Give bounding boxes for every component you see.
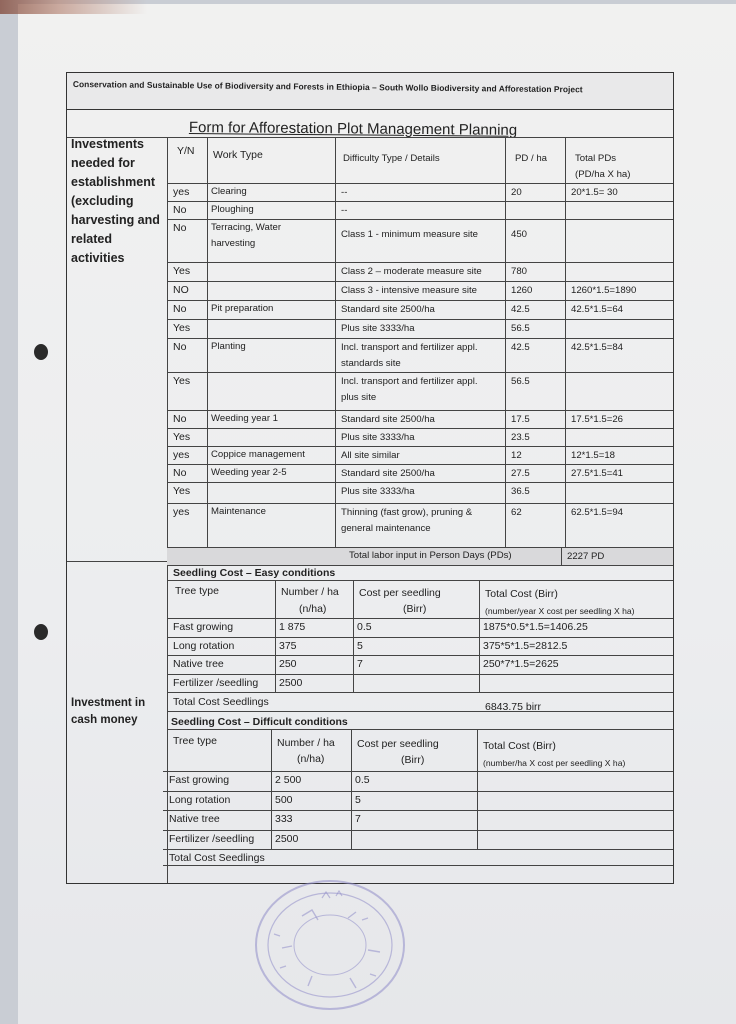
easy-total-label: Total Cost Seedlings <box>173 696 269 708</box>
row-difficulty: Incl. transport and fertilizer appl. <box>341 376 478 387</box>
seedling-number: 333 <box>275 813 293 825</box>
row-yn: No <box>173 303 187 315</box>
easy-seedling-title: Seedling Cost – Easy conditions <box>173 567 336 579</box>
difficult-col-divider-3 <box>477 729 478 849</box>
row-pd-ha: 62 <box>511 507 522 518</box>
header-total-pds-sub: (PD/ha X ha) <box>575 169 631 180</box>
row-difficulty: Class 3 - intensive measure site <box>341 285 477 296</box>
row-pd-ha: 36.5 <box>511 486 530 497</box>
row-difficulty: Standard site 2500/ha <box>341 414 435 425</box>
col-yn-divider <box>207 137 208 547</box>
labor-row-rule <box>167 262 673 263</box>
header-pd-ha: PD / ha <box>515 153 547 164</box>
easy-col-total: Total Cost (Birr) <box>485 588 558 600</box>
row-pd-ha: 42.5 <box>511 304 530 315</box>
labor-value-divider <box>561 547 562 565</box>
row-yn: Yes <box>173 431 191 443</box>
seedling-number: 375 <box>279 639 297 652</box>
official-stamp-icon <box>252 876 408 1014</box>
seedling-cost: 5 <box>355 793 361 806</box>
row-difficulty: Plus site 3333/ha <box>341 432 415 443</box>
row-total-pds: 20*1.5= 30 <box>571 187 618 198</box>
difficult-seedling-title: Seedling Cost – Difficult conditions <box>171 716 348 728</box>
row-yn: Yes <box>173 375 191 387</box>
labor-row-rule <box>167 464 673 465</box>
row-pd-ha: 56.5 <box>511 323 530 334</box>
row-total-pds: 27.5*1.5=41 <box>571 468 624 479</box>
row-work-type: Clearing <box>211 186 247 197</box>
row-work-type-cont: harvesting <box>211 238 256 249</box>
row-difficulty: -- <box>341 205 348 216</box>
row-total-pds: 42.5*1.5=64 <box>571 304 624 315</box>
difficult-title-rule <box>167 729 673 730</box>
total-labor-value: 2227 PD <box>567 551 605 562</box>
labor-row-rule <box>167 281 673 282</box>
col-work-divider <box>335 137 336 547</box>
row-difficulty: Class 1 - minimum measure site <box>341 229 479 240</box>
row-difficulty: All site similar <box>341 450 400 461</box>
row-yn: No <box>173 467 187 479</box>
row-difficulty: Standard site 2500/ha <box>341 468 435 479</box>
row-difficulty: Standard site 2500/ha <box>341 304 435 315</box>
row-yn: Yes <box>173 485 191 497</box>
seedling-number: 500 <box>275 793 293 806</box>
easy-col-number-sub: (n/ha) <box>299 603 327 615</box>
difficult-col-number: Number / ha <box>277 737 335 749</box>
row-total-pds: 42.5*1.5=84 <box>571 342 624 353</box>
row-difficulty: Incl. transport and fertilizer appl. <box>341 342 478 353</box>
row-yn: yes <box>173 186 190 198</box>
difficult-total-label: Total Cost Seedlings <box>169 852 265 864</box>
header-work-type: Work Type <box>213 149 263 161</box>
difficult-total-bottom <box>163 865 673 866</box>
row-yn: No <box>173 413 187 425</box>
row-difficulty-cont: standards site <box>341 358 401 369</box>
labor-row-rule <box>167 482 673 483</box>
row-yn: Yes <box>173 265 191 277</box>
row-work-type: Weeding year 1 <box>211 413 279 424</box>
section-divider <box>67 561 167 562</box>
easy-col-tree: Tree type <box>175 585 219 597</box>
section-cash-label: Investment in cash money <box>71 697 146 726</box>
seedling-tree-type: Fast growing <box>173 621 234 633</box>
seedling-row-rule <box>163 771 673 772</box>
row-pd-ha: 450 <box>511 229 528 240</box>
easy-col-total-sub: (number/year X cost per seedling X ha) <box>485 606 635 616</box>
afforestation-form <box>66 72 674 884</box>
labor-row-rule <box>167 410 673 411</box>
row-pd-ha: 12 <box>511 450 522 461</box>
seedling-row-rule <box>167 655 673 656</box>
row-work-type: Pit preparation <box>211 303 274 314</box>
row-work-type: Terracing, Water <box>211 222 282 233</box>
seedling-number: 2 500 <box>275 774 302 786</box>
total-labor-label: Total labor input in Person Days (PDs) <box>349 550 512 561</box>
row-total-pds: 17.5*1.5=26 <box>571 414 624 425</box>
seedling-cost: 0.5 <box>357 621 372 633</box>
punch-hole-bottom <box>34 624 48 640</box>
difficult-col-divider-1 <box>271 729 272 849</box>
row-pd-ha: 27.5 <box>511 468 530 479</box>
row-pd-ha: 17.5 <box>511 414 530 425</box>
seedling-number: 250 <box>279 658 297 670</box>
row-yn: NO <box>173 284 189 296</box>
seedling-row-rule <box>167 618 673 619</box>
row-pd-ha: 780 <box>511 266 528 277</box>
row-yn: No <box>173 222 187 234</box>
row-yn: yes <box>173 449 190 461</box>
labor-row-rule <box>167 338 673 339</box>
labor-row-rule <box>167 219 673 220</box>
form-header <box>67 73 673 110</box>
labor-band-bottom <box>167 565 673 566</box>
col-diff-divider <box>505 137 506 547</box>
seedling-cost: 5 <box>357 639 363 652</box>
labor-row-rule <box>167 503 673 504</box>
seedling-tree-type: Long rotation <box>173 639 235 652</box>
easy-title-rule <box>167 580 673 581</box>
row-pd-ha: 23.5 <box>511 432 530 443</box>
seedling-number: 2500 <box>279 676 303 689</box>
row-difficulty: -- <box>341 187 348 198</box>
easy-col-number: Number / ha <box>281 586 339 598</box>
labor-row-rule <box>167 183 673 184</box>
row-yn: Yes <box>173 322 191 334</box>
seedling-tree-type: Long rotation <box>169 793 231 806</box>
seedling-total: 375*5*1.5=2812.5 <box>483 639 568 652</box>
row-difficulty: Plus site 3333/ha <box>341 486 415 497</box>
seedling-total: 250*7*1.5=2625 <box>483 658 559 670</box>
row-work-type: Coppice management <box>211 449 305 460</box>
easy-total-bottom <box>167 711 673 712</box>
seedling-cost: 7 <box>355 813 361 825</box>
seedling-cost: 0.5 <box>355 774 370 786</box>
labor-row-rule <box>167 372 673 373</box>
labor-row-rule <box>167 319 673 320</box>
seedling-number: 1 875 <box>279 621 306 633</box>
row-yn: No <box>173 204 187 216</box>
seedling-tree-type: Native tree <box>173 658 224 670</box>
row-difficulty-cont: general maintenance <box>341 523 431 534</box>
seedling-row-rule <box>163 830 673 831</box>
row-work-type: Ploughing <box>211 204 254 215</box>
labor-row-rule <box>167 446 673 447</box>
seedling-tree-type: Fertilizer /seedling <box>169 832 255 845</box>
row-pd-ha: 42.5 <box>511 342 530 353</box>
difficult-col-total: Total Cost (Birr) <box>483 740 556 752</box>
row-difficulty: Plus site 3333/ha <box>341 323 415 334</box>
difficult-total-rule <box>163 849 673 850</box>
punch-hole-top <box>34 344 48 360</box>
seedling-row-rule <box>167 674 673 675</box>
seedling-row-rule <box>167 637 673 638</box>
labor-band-top <box>167 547 673 548</box>
seedling-cost: 7 <box>357 658 363 670</box>
col-pd-divider <box>565 137 566 547</box>
background-edge <box>0 0 736 14</box>
form-title: Form for Afforestation Plot Management Planning <box>188 119 518 139</box>
seedling-tree-type: Native tree <box>169 813 220 825</box>
header-total-pds: Total PDs <box>575 153 617 164</box>
row-difficulty: Class 2 – moderate measure site <box>341 266 482 277</box>
header-yn: Y/N <box>177 145 195 157</box>
seedling-number: 2500 <box>275 832 299 845</box>
difficult-col-cost-sub: (Birr) <box>401 754 425 766</box>
row-total-pds: 1260*1.5=1890 <box>571 285 637 296</box>
row-work-type: Maintenance <box>211 506 266 517</box>
difficult-col-cost: Cost per seedling <box>357 738 439 750</box>
row-total-pds: 12*1.5=18 <box>571 450 616 461</box>
seedling-tree-type: Fertilizer /seedling <box>173 676 259 689</box>
difficult-col-total-sub: (number/ha X cost per seedling X ha) <box>483 758 626 768</box>
labor-row-rule <box>167 201 673 202</box>
difficult-col-divider-2 <box>351 729 352 849</box>
difficult-col-tree: Tree type <box>173 735 217 747</box>
row-pd-ha: 56.5 <box>511 376 530 387</box>
difficult-col-number-sub: (n/ha) <box>297 753 325 765</box>
row-pd-ha: 20 <box>511 187 522 198</box>
easy-total-rule <box>167 692 673 693</box>
row-pd-ha: 1260 <box>511 285 533 296</box>
labor-row-rule <box>167 428 673 429</box>
easy-total-value: 6843.75 birr <box>485 701 542 713</box>
seedling-row-rule <box>163 791 673 792</box>
row-work-type: Planting <box>211 341 246 352</box>
header-difficulty: Difficulty Type / Details <box>343 153 440 164</box>
row-difficulty-cont: plus site <box>341 392 377 403</box>
labor-row-rule <box>167 300 673 301</box>
row-work-type: Weeding year 2-5 <box>211 467 287 478</box>
seedling-row-rule <box>163 810 673 811</box>
seedling-tree-type: Fast growing <box>169 774 230 786</box>
row-yn: yes <box>173 506 190 518</box>
row-yn: No <box>173 341 187 353</box>
easy-col-cost: Cost per seedling <box>359 587 441 599</box>
seedling-total: 1875*0.5*1.5=1406.25 <box>483 621 588 633</box>
easy-col-cost-sub: (Birr) <box>403 603 427 615</box>
row-total-pds: 62.5*1.5=94 <box>571 507 624 518</box>
row-difficulty: Thinning (fast grow), pruning & <box>341 507 473 518</box>
project-title: Conservation and Sustainable Use of Biodiversity and Forests in Ethiopia – South Wollo Biodiversity and Afforestation Project <box>72 79 583 95</box>
section-establishment-label: Investments needed for establishment (excluding harvesting and related activities <box>71 137 160 265</box>
